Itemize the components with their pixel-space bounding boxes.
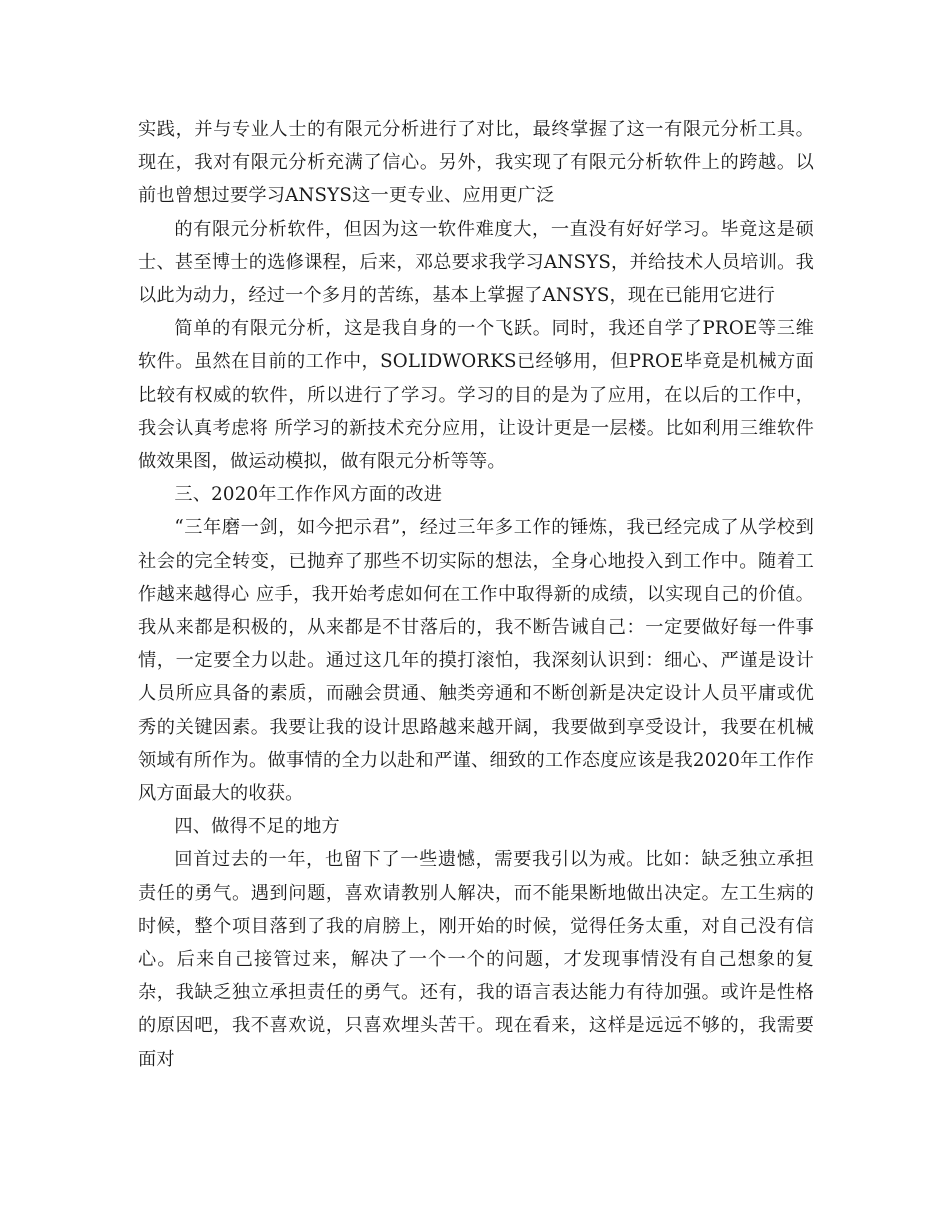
paragraph-1: 实践，并与专业人士的有限元分析进行了对比，最终掌握了这一有限元分析工具。现在，我对有限元分析充满了信心。另外，我实现了有限元分析软件上的跨越。以前也曾想过要学习ANSYS这一更专业、应用更广泛 xyxy=(138,119,814,207)
section-heading-3: 三、2020年工作作风方面的改进 xyxy=(174,484,443,506)
paragraph-3: 简单的有限元分析，这是我自身的一个飞跃。同时，我还自学了PROE等三维软件。虽然在目前的工作中，SOLIDWORKS已经够用，但PROE毕竟是机械方面比较有权威的软件，所以进行了学习。学习的目的是为了应用，在以后的工作中，我会认真考虑将 所学习的新技术充分应用，让设计更是一层楼。比如利用三维软件做效果图，做运动模拟，做有限元分析等等。 xyxy=(138,318,814,473)
paragraph-4: “三年磨一剑，如今把示君”，经过三年多工作的锤炼，我已经完成了从学校到社会的完全转变，已抛弃了那些不切实际的想法，全身心地投入到工作中。随着工作越来越得心 应手，我开始考虑如何在工作中取得新的成绩，以实现自己的价值。我从来都是积极的，从来都是不甘落后的，我不断告诫自己：一定要做好每一件事情，一定要全力以赴。通过这几年的摸打滚怕，我深刻认识到：细心、严谨是设计人员所应具备的素质，而融会贯通、触类旁通和不断创新是决定设计人员平庸或优秀的关键因素。我要让我的设计思路越来越开阔，我要做到享受设计，我要在机械领域有所作为。做事情的全力以赴和严谨、细致的工作态度应该是我2020年工作作风方面最大的收获。 xyxy=(138,517,814,805)
paragraph-2: 的有限元分析软件，但因为这一软件难度大，一直没有好好学习。毕竟这是硕士、甚至博士的选修课程，后来，邓总要求我学习ANSYS，并给技术人员培训。我以此为动力，经过一个多月的苦练，基本上掌握了ANSYS，现在已能用它进行 xyxy=(138,218,814,307)
document-body xyxy=(138,113,814,1076)
section-heading-4: 四、做得不足的地方 xyxy=(174,816,340,838)
paragraph-5: 回首过去的一年，也留下了一些遗憾，需要我引以为戒。比如：缺乏独立承担责任的勇气。遇到问题，喜欢请教别人解决，而不能果断地做出决定。左工生病的时候，整个项目落到了我的肩膀上，刚开始的时候，觉得任务太重，对自己没有信心。后来自己接管过来，解决了一个一个的问题，才发现事情没有自己想象的复杂，我缺乏独立承担责任的勇气。还有，我的语言表达能力有待加强。或许是性格的原因吧，我不喜欢说，只喜欢埋头苦干。现在看来，这样是远远不够的，我需要面对 xyxy=(138,849,814,1070)
